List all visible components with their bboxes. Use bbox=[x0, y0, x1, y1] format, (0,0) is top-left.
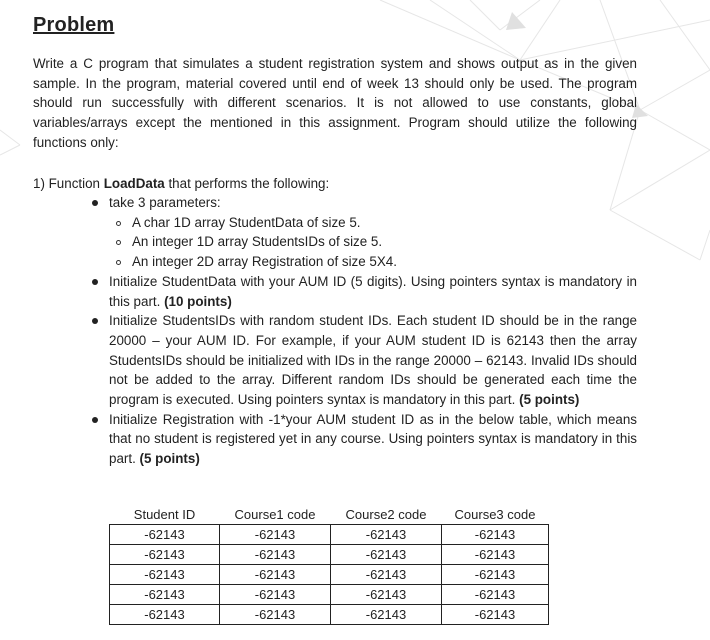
sub-list-item: An integer 1D array StudentsIDs of size 5. bbox=[132, 232, 637, 252]
column-header: Course3 code bbox=[454, 507, 536, 522]
table-cell: -62143 bbox=[110, 605, 220, 625]
intro-paragraph: Write a C program that simulates a student registration system and shows output as in the given sample. In the program, material covered until end of week 13 should only be used. The program should run successfully with different scenarios. It is not allowed to use constants, global variables/arrays except the mentioned in this assignment. Program should utilize the following functions only: bbox=[33, 56, 637, 150]
page-title: Problem bbox=[33, 14, 115, 36]
table-cell: -62143 bbox=[442, 525, 549, 545]
table-cell: -62143 bbox=[331, 545, 442, 565]
registration-table bbox=[109, 505, 549, 625]
list-item bbox=[92, 272, 637, 311]
sub-list-item: An integer 2D array Registration of size 5X4. bbox=[132, 252, 637, 272]
points-label: (10 points) bbox=[164, 293, 232, 309]
table-cell: -62143 bbox=[442, 545, 549, 565]
column-header: Course1 code bbox=[234, 507, 316, 522]
table-cell: -62143 bbox=[220, 565, 331, 585]
table-cell: -62143 bbox=[110, 545, 220, 565]
table-cell: -62143 bbox=[331, 525, 442, 545]
params-sublist bbox=[109, 213, 637, 272]
item-text: Initialize StudentsIDs with random student IDs. Each student ID should be in the range 20000 – your AUM ID. For example, if your AUM student ID is 62143 then the array StudentsIDs should be initialized with IDs in the range 20000 – 62143. Invalid IDs should not be added to the array. Different random IDs should be generated each time the program is executed. Using pointers syntax is mandatory in this part. bbox=[109, 313, 637, 408]
item-text: Initialize Registration with -1*your AUM student ID as in the below table, which means that no student is registered yet in any course. Using pointers syntax is mandatory in this part. bbox=[109, 411, 637, 467]
column-header: Student ID bbox=[133, 507, 196, 522]
table-cell: -62143 bbox=[331, 565, 442, 585]
table-cell: -62143 bbox=[220, 605, 331, 625]
table-cell: -62143 bbox=[442, 565, 549, 585]
table-cell: -62143 bbox=[110, 525, 220, 545]
table-row bbox=[110, 565, 549, 585]
table-cell: -62143 bbox=[220, 585, 331, 605]
table-cell: -62143 bbox=[110, 565, 220, 585]
params-label: take 3 parameters: bbox=[109, 195, 221, 210]
requirements-list bbox=[92, 193, 637, 469]
points-label: (5 points) bbox=[139, 451, 200, 467]
column-header: Course2 code bbox=[345, 507, 427, 522]
table-row bbox=[110, 545, 549, 565]
item-text: Initialize StudentData with your AUM ID (5 digits). Using pointers syntax is mandatory in this part. bbox=[109, 273, 637, 309]
table-row bbox=[110, 585, 549, 605]
table-cell: -62143 bbox=[442, 605, 549, 625]
table-cell: -62143 bbox=[110, 585, 220, 605]
points-label: (5 points) bbox=[519, 392, 580, 408]
list-item bbox=[92, 410, 637, 469]
sub-list-item: A char 1D array StudentData of size 5. bbox=[132, 213, 637, 233]
table-cell: -62143 bbox=[220, 545, 331, 565]
table-row bbox=[110, 525, 549, 545]
table-cell: -62143 bbox=[220, 525, 331, 545]
section-suffix: that performs the following: bbox=[164, 176, 330, 191]
table-row bbox=[110, 605, 549, 625]
function-name: LoadData bbox=[103, 176, 165, 191]
section-heading bbox=[33, 174, 329, 194]
table-cell: -62143 bbox=[331, 585, 442, 605]
list-item bbox=[92, 311, 637, 410]
section-prefix: 1) Function bbox=[33, 176, 104, 191]
table-cell: -62143 bbox=[331, 605, 442, 625]
table-header-row bbox=[110, 505, 549, 525]
table-cell: -62143 bbox=[442, 585, 549, 605]
list-item bbox=[92, 193, 637, 272]
